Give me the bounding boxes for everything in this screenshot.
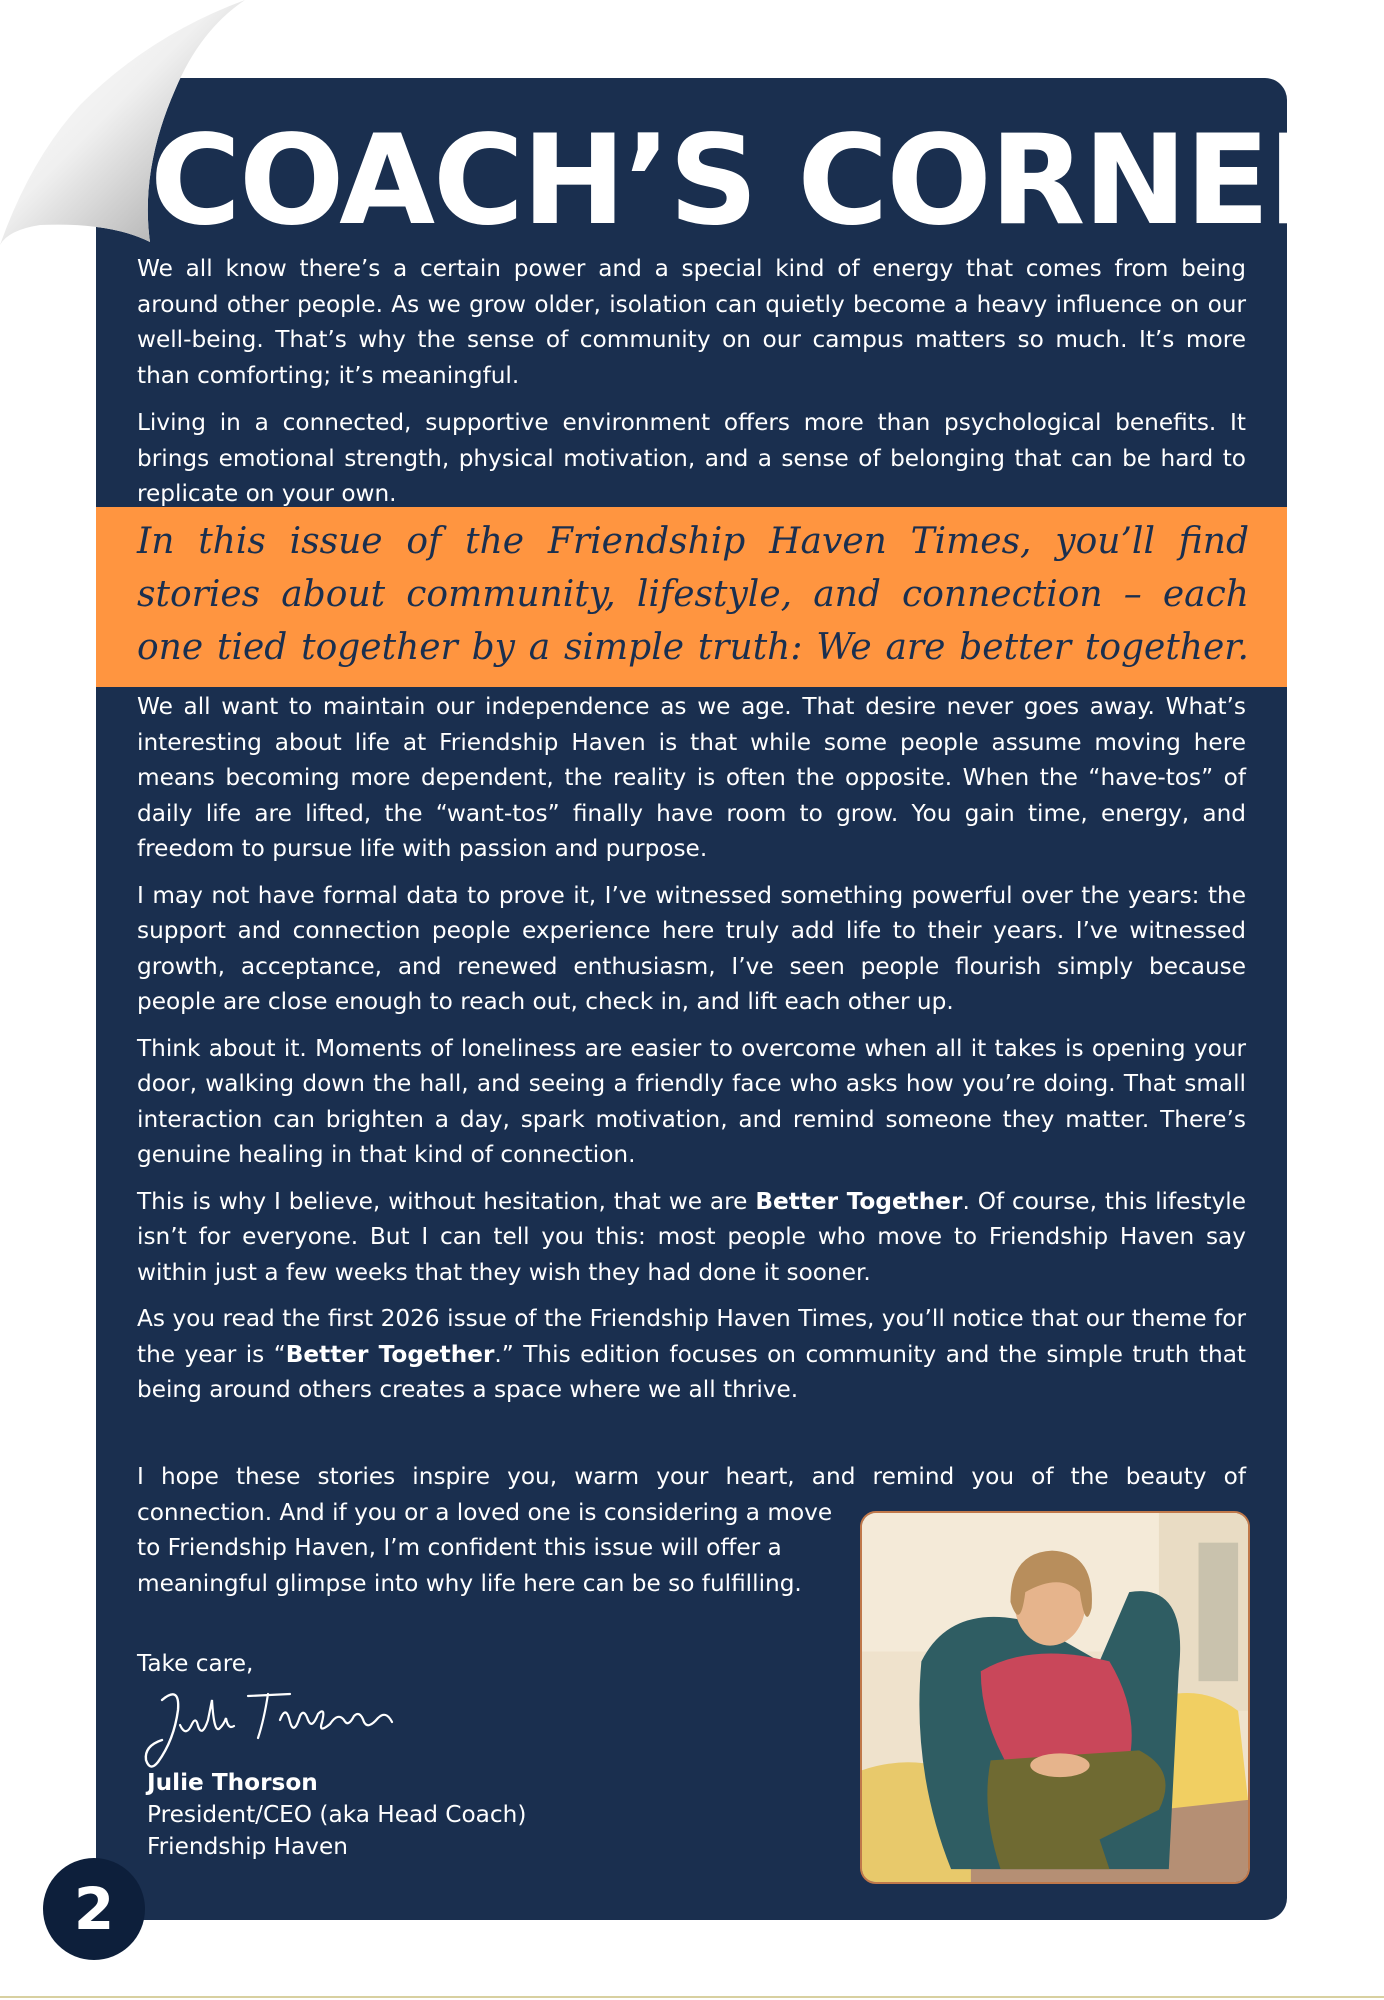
body-paragraph-3: Think about it. Moments of loneliness are easier to overcome when all it takes is opening your door, walking down the hall, and seeing a friendly face who asks how you’re doing. That small interaction can brighten a day, spark motivation, and remind someone they matter. There’s genuine healing in that kind of connection. <box>137 1034 1246 1168</box>
intro-paragraph-2: Living in a connected, supportive environment offers more than psychological benefits. It brings emotional strength, physical motivation, and a sense of belonging that can be hard to replicate on your own. <box>137 409 1246 507</box>
p5-emphasis: Better Together <box>285 1340 495 1368</box>
author-photo <box>860 1511 1250 1884</box>
signer-name: Julie Thorson <box>147 1769 318 1796</box>
signature-block <box>147 1767 526 1863</box>
page-number-badge: 2 <box>43 1858 145 1960</box>
p6-rest: connection. And if you or a loved one is considering a move to Friendship Haven, I’m confident this issue will offer a meaningful glimpse into why life here can be so fulfilling. <box>137 1498 833 1597</box>
p6-first-line: I hope these stories inspire you, warm your heart, and remind you of the beauty of <box>137 1463 1246 1490</box>
p4-text-b: . Of course, this lifestyle isn’t for everyone. But I can tell you this: most people who move to Friendship Haven say within just a few weeks that they wish they had done it sooner. <box>137 1187 1246 1286</box>
signer-role: President/CEO (aka Head Coach) <box>147 1801 527 1828</box>
handwritten-signature <box>140 1680 420 1780</box>
page-title: COACH’S CORNER <box>150 109 1362 253</box>
body-paragraph-4 <box>137 1184 1246 1291</box>
body-paragraph-1: We all want to maintain our independence as we age. That desire never goes away. What’s interesting about life at Friendship Haven is that while some people assume moving here means becoming more dependent, the reality is often the opposite. When the “have-tos” of daily life are lifted, the “want-tos” finally have room to grow. You gain time, energy, and freedom to pursue life with passion and purpose. <box>137 693 1246 862</box>
intro-paragraph-1: We all know there’s a certain power and a special kind of energy that comes from being around other people. As we grow older, isolation can quietly become a heavy influence on our well-being. That’s why the sense of community on our campus matters so much. It’s more than comforting; it’s meaningful. <box>137 255 1246 389</box>
intro-section <box>137 251 1246 512</box>
page-curl-graphic <box>0 0 250 250</box>
signer-org: Friendship Haven <box>147 1833 348 1860</box>
bottom-rule <box>0 1996 1384 1998</box>
main-body <box>137 689 1246 1408</box>
body-paragraph-2: I may not have formal data to prove it, I’ve witnessed something powerful over the years: the support and connection people experience here truly add life to their years. I’ve witnessed growth, acceptance, and renewed enthusiasm, I’ve seen people flourish simply because people are close enough to reach out, check in, and lift each other up. <box>137 881 1246 1015</box>
closing-line: Take care, <box>137 1650 254 1677</box>
p4-text-a: This is why I believe, without hesitation, that we are <box>137 1187 756 1215</box>
highlight-quote: In this issue of the Friendship Haven Times, you’ll find stories about community, lifestyle, and connection – each one tied together by a simple truth: We are better together. <box>137 521 1249 668</box>
p5-text-b: .” This edition focuses on community and the simple truth that being around others creates a space where we all thrive. <box>137 1340 1247 1403</box>
p4-emphasis: Better Together <box>755 1187 963 1215</box>
body-paragraph-5 <box>137 1301 1246 1408</box>
p5-text-a: As you read the first 2026 issue of the Friendship Haven Times, you’ll notice that our theme for the year is “ <box>137 1305 1246 1368</box>
